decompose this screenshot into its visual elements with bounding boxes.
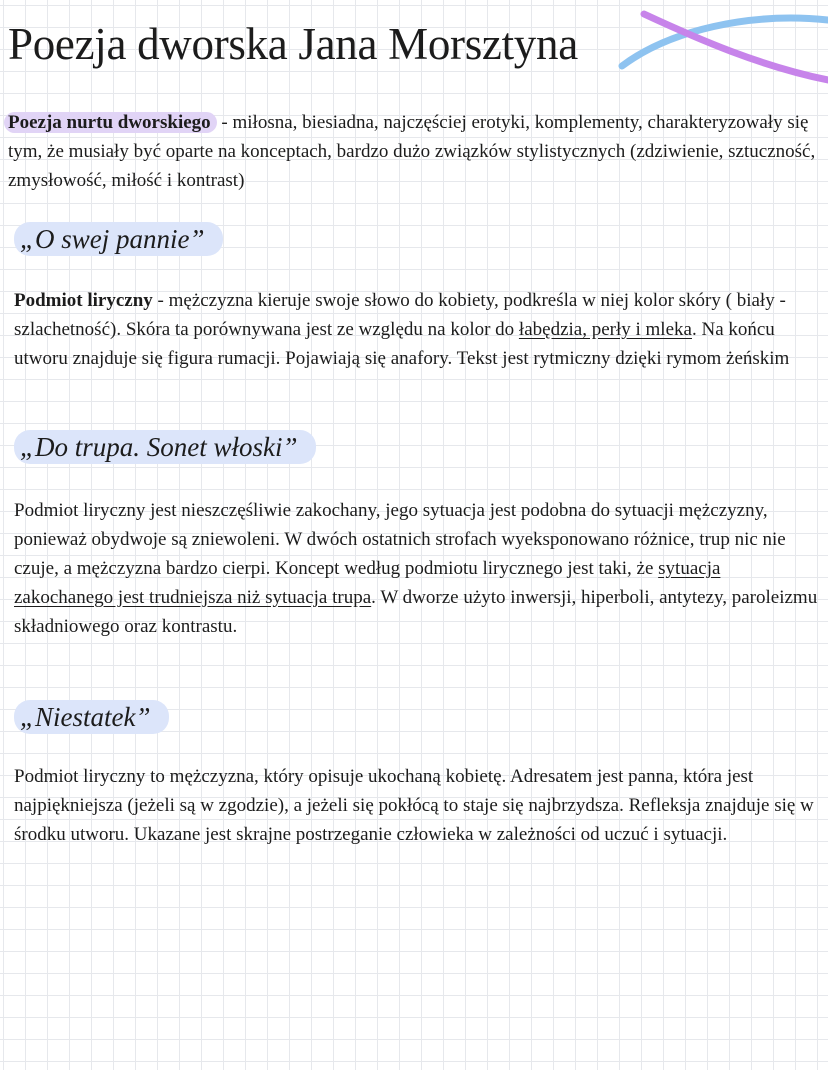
section-text: . Na końcu utworu znajduje się figura rumacji. Pojawiają się anafory. Tekst jest rytmiczny dzięki rymom żeńskim — [14, 319, 790, 369]
section-paragraph-do-trupa — [14, 496, 818, 641]
section-text: Podmiot liryczny jest nieszczęśliwie zakochany, jego sytuacja jest podobna do sytuacji mężczyzny, ponieważ obydwoje są zniewoleni. W dwóch ostatnich strofach wyeksponowano różnice, trup nic nie czuje, a mężczyzna bardzo cierpi. Koncept według podmiotu lirycznego jest taki, że — [14, 500, 786, 579]
section-text: . W dworze użyto inwersji, hiperboli, antytezy, paroleizmu składniowego oraz kontrastu. — [14, 587, 818, 637]
section-bold-term: Podmiot liryczny — [14, 290, 153, 311]
section-text: - mężczyzna kieruje swoje słowo do kobiety, podkreśla w niej kolor skóry ( biały - szlachetność). Skóra ta porównywana jest ze względu na kolor do — [14, 290, 786, 340]
section-heading-o-swej-pannie: „O swej pannie” — [14, 222, 223, 256]
section-underlined-text: łabędzia, perły i mleka — [518, 319, 692, 340]
intro-paragraph — [8, 108, 820, 195]
page-title: Poezja dworska Jana Morsztyna — [8, 19, 578, 69]
section-underlined-text: sytuacja zakochanego jest trudniejsza niż sytuacja trupa — [14, 558, 721, 608]
section-heading-do-trupa: „Do trupa. Sonet włoski” — [14, 430, 316, 464]
swoosh-blue-line — [622, 18, 828, 66]
section-paragraph-o-swej-pannie — [14, 286, 818, 373]
section-paragraph-niestatek: Podmiot liryczny to mężczyzna, który opisuje ukochaną kobietę. Adresatem jest panna, która jest najpiękniejsza (jeżeli są w zgodzie), a jeżeli się pokłócą to staje się najbrzydsza. Refleksja znajduje się w środku utworu. Ukazane jest skrajne postrzeganie człowieka w zależności od uczuć i sytuacji. — [14, 766, 814, 845]
intro-text: - miłosna, biesiadna, najczęściej erotyki, komplementy, charakteryzowały się tym, że musiały być oparte na konceptach, bardzo dużo związków stylistycznych (zdziwienie, sztuczność, zmysłowość, miłość i kontrast) — [8, 112, 816, 191]
intro-term: Poezja nurtu dworskiego — [4, 112, 217, 133]
section-heading-niestatek: „Niestatek” — [14, 700, 169, 734]
decorative-swoosh — [600, 0, 828, 90]
